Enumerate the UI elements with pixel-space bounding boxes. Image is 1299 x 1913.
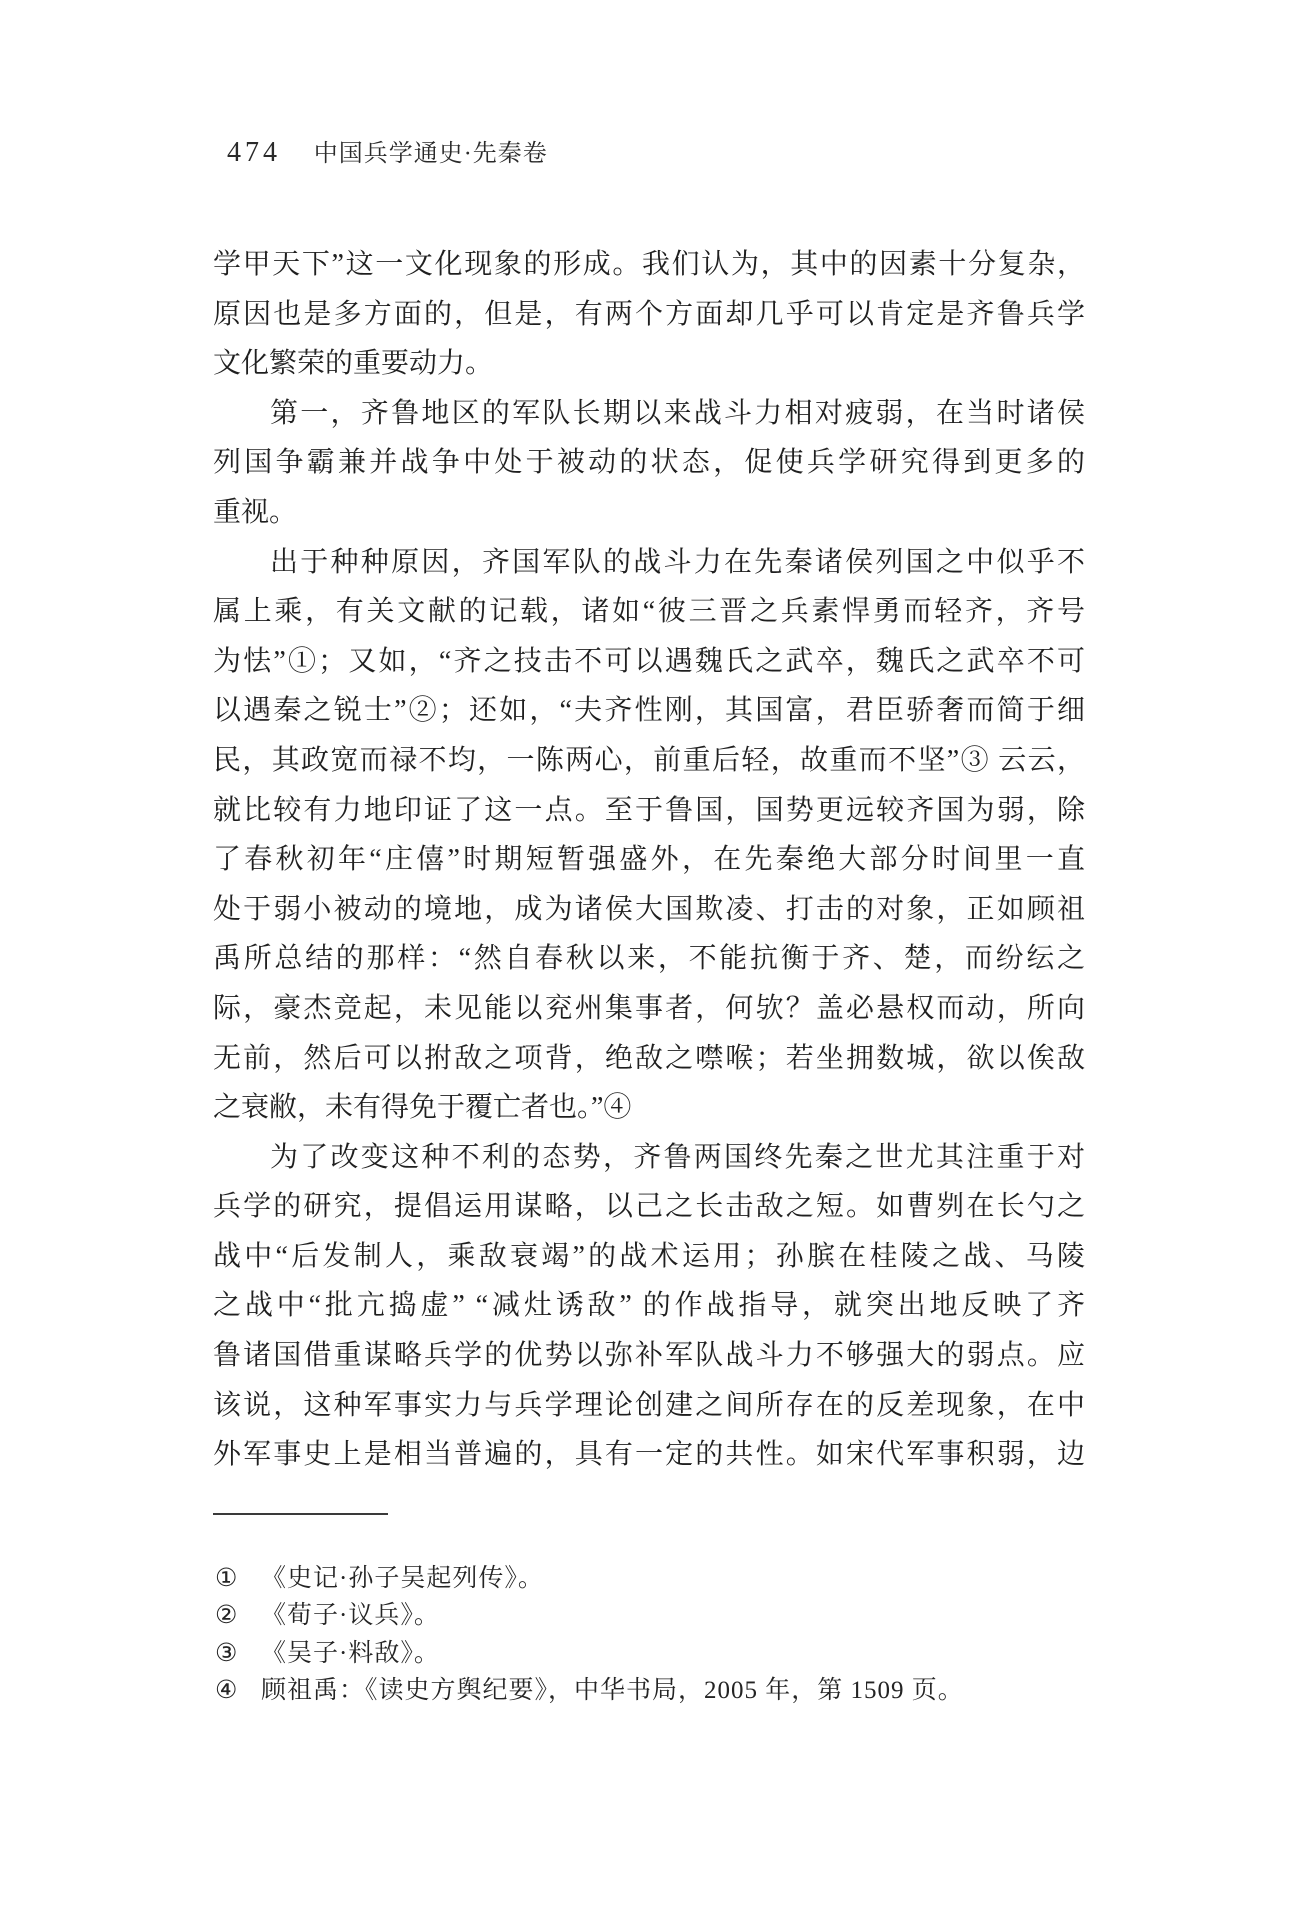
body-line: 属上乘，有关文献的记载，诸如“彼三晋之兵素悍勇而轻齐，齐号 [213, 596, 1085, 628]
page-number: 474 [227, 137, 281, 168]
body-line: 战中“后发制人，乘敌衰竭”的战术运用；孙膑在桂陵之战、马陵 [213, 1240, 1085, 1272]
body-line: 第一，齐鲁地区的军队长期以来战斗力相对疲弱，在当时诸侯 [270, 397, 1085, 429]
book-title: 中国兵学通史·先秦卷 [313, 141, 548, 167]
footnote-item [215, 1560, 1095, 1597]
body-line: 外军事史上是相当普遍的，具有一定的共性。如宋代军事积弱，边 [213, 1439, 1085, 1471]
footnote-text: 《荀子·议兵》。 [261, 1602, 440, 1630]
body-line: 列国争霸兼并战争中处于被动的状态，促使兵学研究得到更多的 [213, 447, 1085, 479]
body-line: 兵学的研究，提倡运用谋略，以己之长击敌之短。如曹刿在长勺之 [213, 1191, 1085, 1223]
body-line: 之衰敝，未有得免于覆亡者也。”④ [213, 1092, 632, 1124]
body-line: 禹所总结的那样：“然自春秋以来，不能抗衡于齐、楚，而纷纭之 [213, 943, 1085, 975]
body-line: 无前，然后可以拊敌之项背，绝敌之噤喉；若坐拥数城，欲以俟敌 [213, 1042, 1085, 1074]
body-line: 重视。 [213, 496, 298, 528]
footnote-marker: ① [215, 1565, 238, 1592]
body-line: 该说，这种军事实力与兵学理论创建之间所存在的反差现象，在中 [213, 1389, 1085, 1421]
body-line: 民，其政宽而禄不均，一陈两心，前重后轻，故重而不坚”③ 云云， [213, 744, 1085, 776]
footnote-item [215, 1597, 1095, 1634]
body-line: 处于弱小被动的境地，成为诸侯大国欺凌、打击的对象，正如顾祖 [213, 893, 1085, 925]
body-line: 出于种种原因，齐国军队的战斗力在先秦诸侯列国之中似乎不 [270, 546, 1085, 578]
footnote-item [215, 1672, 1095, 1709]
body-line: 之战中“批亢捣虚” “减灶诱敌” 的作战指导，就突出地反映了齐 [213, 1290, 1085, 1322]
body-line: 文化繁荣的重要动力。 [213, 348, 494, 380]
footnote-marker: ④ [215, 1676, 238, 1704]
footnotes [215, 1560, 1095, 1709]
body-line: 以遇秦之锐士”②；还如，“夫齐性刚，其国富，君臣骄奢而简于细 [213, 695, 1085, 727]
body-line: 了春秋初年“庄僖”时期短暂强盛外，在先秦绝大部分时间里一直 [213, 844, 1085, 876]
footnote-text: 顾祖禹：《读史方舆纪要》，中华书局，2005 年，第 1509 页。 [261, 1676, 964, 1704]
footnote-item [215, 1635, 1095, 1672]
body-line: 就比较有力地印证了这一点。至于鲁国，国势更远较齐国为弱，除 [213, 794, 1085, 826]
footnote-text: 《吴子·料敌》。 [261, 1639, 440, 1667]
footnote-marker: ③ [215, 1639, 238, 1667]
body-line: 原因也是多方面的，但是，有两个方面却几乎可以肯定是齐鲁兵学 [213, 298, 1085, 330]
body-text [213, 240, 1085, 1480]
page-header [227, 133, 548, 169]
body-line: 为怯”①；又如，“齐之技击不可以遇魏氏之武卒，魏氏之武卒不可 [213, 645, 1085, 677]
footnote-separator [213, 1513, 388, 1515]
body-line: 为了改变这种不利的态势，齐鲁两国终先秦之世尤其注重于对 [270, 1141, 1085, 1173]
footnote-text: 《史记·孙子吴起列传》。 [261, 1565, 544, 1592]
body-line: 际，豪杰竞起，未见能以兖州集事者，何欤？盖必悬权而动，所向 [213, 992, 1085, 1024]
body-line: 鲁诸国借重谋略兵学的优势以弥补军队战斗力不够强大的弱点。应 [213, 1340, 1085, 1372]
footnote-marker: ② [215, 1602, 238, 1630]
body-line: 学甲天下”这一文化现象的形成。我们认为，其中的因素十分复杂， [213, 249, 1085, 280]
